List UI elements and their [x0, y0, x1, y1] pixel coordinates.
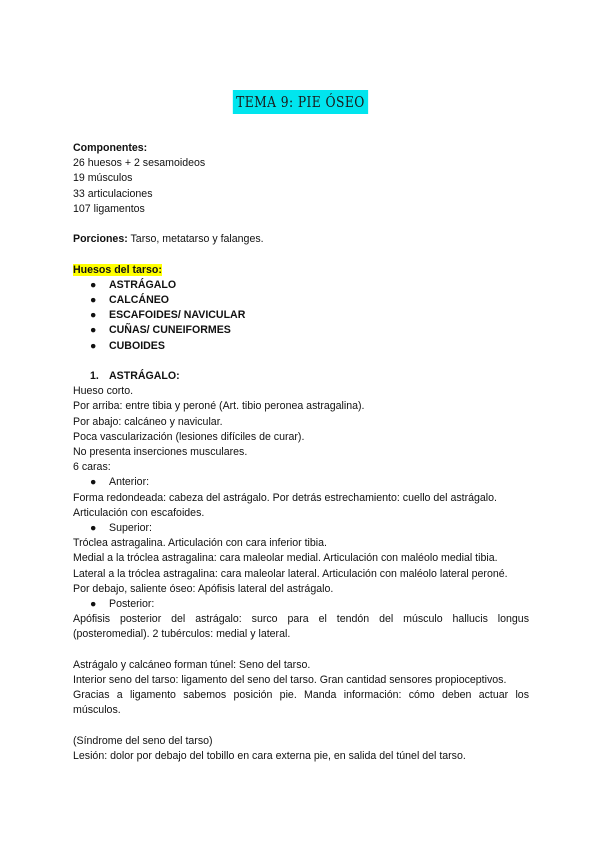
superior-line: Por debajo, saliente óseo: Apófisis lateral del astrágalo. [73, 582, 334, 595]
tunel-paragraph: Gracias a ligamento sabemos posición pie. Manda información: cómo deben actuar los músculos. [73, 689, 529, 717]
sindrome-line: Lesión: dolor por debajo del tobillo en cara externa pie, en salida del túnel del tarso. [73, 750, 466, 763]
spacer [73, 247, 529, 262]
list-item [73, 308, 529, 323]
astragalo-intro-line: Poca vascularización (lesiones difíciles de curar). [73, 430, 305, 443]
superior-line: Tróclea astragalina. Articulación con cara inferior tibia. [73, 537, 327, 550]
bullet-icon: ● [90, 598, 97, 611]
astragalo-intro-line: Hueso corto. [73, 385, 134, 398]
posterior-paragraph: Apófisis posterior del astrágalo: surco para el tendón del músculo hallucis longus (posteromedial). 2 tubérculos: medial y lateral. [73, 613, 529, 641]
superior-line: Lateral a la tróclea astragalina: cara maleolar lateral. Articulación con maléolo lateral peroné. [73, 567, 508, 580]
title-container [0, 90, 600, 114]
cara-superior-item [73, 521, 529, 536]
list-item [73, 323, 529, 338]
bullet-icon: ● [90, 476, 97, 489]
huesos-tarso-heading: Huesos del tarso: [73, 263, 162, 276]
spacer [73, 354, 529, 369]
list-item [73, 293, 529, 308]
sindrome-line: (Síndrome del seno del tarso) [73, 734, 213, 747]
bullet-icon: ● [90, 339, 97, 352]
bullet-icon: ● [90, 522, 97, 535]
list-item [73, 278, 529, 293]
superior-line: Medial a la tróclea astragalina: cara maleolar medial. Articulación con maléolo medial tibia. [73, 552, 498, 565]
list-item [73, 339, 529, 354]
astragalo-intro-line: Por abajo: calcáneo y navicular. [73, 415, 223, 428]
cara-anterior-item [73, 475, 529, 490]
spacer [73, 643, 529, 658]
cara-label: Anterior: [109, 476, 150, 489]
porciones-line [73, 232, 529, 247]
hueso-name: ASTRÁGALO [109, 278, 177, 291]
hueso-name: CUÑAS/ CUNEIFORMES [109, 324, 231, 337]
astragalo-heading: ASTRÁGALO: [109, 370, 180, 382]
porciones-text: Tarso, metatarso y falanges. [127, 233, 264, 246]
bullet-icon: ● [90, 324, 97, 337]
page-title: TEMA 9: PIE ÓSEO [232, 90, 367, 114]
componentes-heading: Componentes: [73, 142, 148, 154]
huesos-heading-line [73, 263, 529, 278]
astragalo-intro-line: 6 caras: [73, 461, 111, 474]
hueso-name: CALCÁNEO [109, 294, 170, 306]
bullet-icon: ● [90, 309, 97, 322]
astragalo-heading-row [73, 369, 529, 384]
componentes-item: 107 ligamentos [73, 202, 145, 215]
spacer [73, 217, 529, 232]
componentes-item: 26 huesos + 2 sesamoideos [73, 157, 206, 170]
spacer [73, 719, 529, 734]
porciones-label: Porciones: [73, 233, 128, 246]
componentes-item: 19 músculos [73, 172, 133, 185]
cara-label: Superior: [109, 522, 152, 535]
tunel-line: Interior seno del tarso: ligamento del seno del tarso. Gran cantidad sensores propioceptivos. [73, 674, 507, 687]
section-number: 1. [90, 370, 99, 382]
hueso-name: CUBOIDES [109, 339, 165, 352]
document-body [73, 141, 529, 764]
cara-label: Posterior: [109, 598, 155, 611]
cara-posterior-item [73, 597, 529, 612]
anterior-line: Forma redondeada: cabeza del astrágalo. Por detrás estrechamiento: cuello del astrágalo. [73, 491, 497, 504]
componentes-item: 33 articulaciones [73, 187, 153, 200]
astragalo-intro-line: Por arriba: entre tibia y peroné (Art. tibio peronea astragalina). [73, 400, 365, 413]
tunel-line: Astrágalo y calcáneo forman túnel: Seno del tarso. [73, 658, 311, 671]
hueso-name: ESCAFOIDES/ NAVICULAR [109, 309, 246, 322]
anterior-line: Articulación con escafoides. [73, 506, 205, 519]
bullet-icon: ● [90, 294, 97, 306]
bullet-icon: ● [90, 278, 97, 291]
astragalo-intro-line: No presenta inserciones musculares. [73, 446, 248, 459]
